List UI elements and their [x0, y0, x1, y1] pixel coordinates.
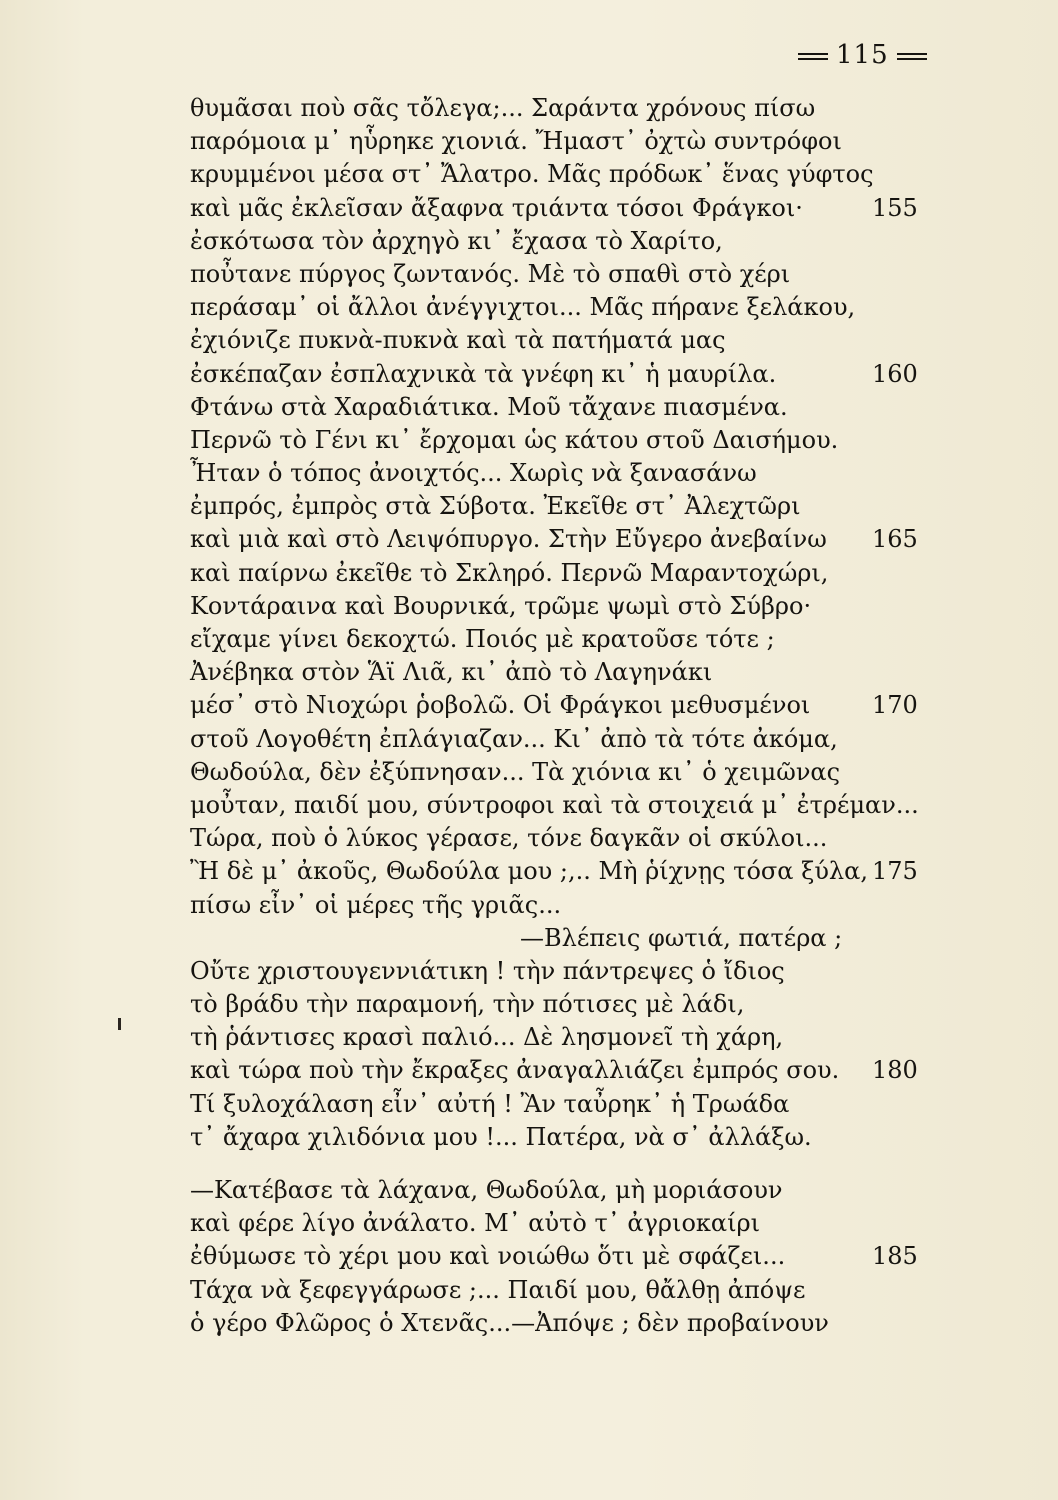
verse-line — [190, 192, 950, 225]
verse-line — [190, 391, 950, 424]
verse-line — [190, 623, 950, 656]
verse-text: Φτάνω στὰ Χαραδιάτικα. Μοῦ τἄχανε πιασμένα. — [190, 392, 788, 421]
line-number: 175 — [872, 857, 918, 886]
verse-line — [190, 988, 950, 1021]
line-number: 180 — [872, 1056, 918, 1085]
verse-line — [190, 557, 950, 590]
verse-text: ἐχιόνιζε πυκνὰ-πυκνὰ καὶ τὰ πατήματά μας — [190, 326, 726, 355]
verse-line — [190, 1240, 950, 1273]
verse-line — [190, 1088, 950, 1121]
left-rule — [798, 53, 828, 60]
verse-text: τὴ ῥάντισες κρασὶ παλιό... Δὲ λησμονεῖ τὴ χάρη, — [190, 1023, 784, 1052]
verse-line — [190, 756, 950, 789]
verse-line — [190, 358, 950, 391]
verse-line — [190, 1274, 950, 1307]
verse-text: Θωδούλα, δὲν ἐξύπνησαν... Τὰ χιόνια κι᾿ ὁ χειμῶνας — [190, 757, 841, 786]
line-number: 155 — [872, 193, 918, 222]
verse-text: Τάχα νὰ ξεφεγγάρωσε ;... Παιδί μου, θἄλθῃ ἀπόψε — [190, 1275, 806, 1304]
verse-text: καὶ παίρνω ἐκεῖθε τὸ Σκληρό. Περνῶ Μαραντοχώρι, — [190, 558, 829, 587]
verse-text: Ἀνέβηκα στὸν Ἅϊ Λιᾶ, κι᾿ ἀπὸ τὸ Λαγηνάκι — [190, 658, 713, 687]
verse-line — [190, 490, 950, 523]
line-number: 170 — [872, 691, 918, 720]
verse-line — [190, 689, 950, 722]
verse-line — [190, 258, 950, 291]
right-rule — [897, 53, 927, 60]
verse-text: τὸ βράδυ τὴν παραμονή, τὴν πότισες μὲ λάδι, — [190, 990, 745, 1019]
verse-line — [190, 1121, 950, 1154]
verse-line — [190, 656, 950, 689]
verse-line — [190, 424, 950, 457]
line-number: 160 — [872, 359, 918, 388]
verse-text: μοὖταν, παιδί μου, σύντροφοι καὶ τὰ στοιχειά μ᾿ ἐτρέμαν... — [190, 790, 919, 819]
line-number: 165 — [872, 525, 918, 554]
verse-line — [190, 1174, 950, 1207]
verse-line — [190, 889, 950, 922]
verse-line — [190, 225, 950, 258]
verse-text: ὁ γέρο Φλῶρος ὁ Χτενᾶς...—Ἀπόψε ; δὲν προβαίνουν — [190, 1308, 829, 1337]
page-number: 115 — [836, 40, 889, 70]
verse-line — [190, 324, 950, 357]
verse-line — [190, 1054, 950, 1087]
verse-line — [190, 855, 950, 888]
verse-text: Ἢ δὲ μ᾿ ἀκοῦς, Θωδούλα μου ;,.. Μὴ ῥίχνῃς τόσα ξύλα, — [190, 857, 868, 886]
verse-line — [190, 291, 950, 324]
verse-line — [190, 822, 950, 855]
verse-line — [190, 1021, 950, 1054]
verse-text: παρόμοια μ᾿ ηὗρηκε χιονιά. Ἤμαστ᾿ ὀχτὼ συντρόφοι — [190, 127, 842, 156]
margin-mark — [118, 1018, 121, 1030]
verse-text: —Βλέπεις φωτιά, πατέρα ; — [520, 923, 843, 952]
verse-text: θυμᾶσαι ποὺ σᾶς τὄλεγα;... Σαράντα χρόνους πίσω — [190, 94, 816, 122]
verse-line — [190, 457, 950, 490]
verse-text: ἐσκότωσα τὸν ἀρχηγὸ κι᾿ ἔχασα τὸ Χαρίτο, — [190, 226, 723, 255]
verse-text: Τί ξυλοχάλαση εἶν᾿ αὐτή ! Ἂν ταὖρηκ᾿ ἡ Τρωάδα — [190, 1089, 790, 1118]
verse-text: Οὔτε χριστουγεννιάτικη ! τὴν πάντρεψες ὁ ἴδιος — [190, 956, 785, 985]
verse-text: Κοντάραινα καὶ Βουρνικά, τρῶμε ψωμὶ στὸ Σύβρο· — [190, 591, 812, 620]
verse-text: μέσ᾿ στὸ Νιοχώρι ῥοβολῶ. Οἱ Φράγκοι μεθυσμένοι — [190, 691, 811, 720]
verse-line — [190, 955, 950, 988]
verse-text: καὶ φέρε λίγο ἀνάλατο. Μ᾿ αὐτὸ τ᾿ ἀγριοκαίρι — [190, 1209, 761, 1238]
verse-text: ποὖτανε πύργος ζωντανός. Μὲ τὸ σπαθὶ στὸ χέρι — [190, 259, 791, 288]
verse-line — [190, 125, 950, 158]
verse-line — [190, 922, 950, 955]
verse-text: εἴχαμε γίνει δεκοχτώ. Ποιός μὲ κρατοῦσε τότε ; — [190, 625, 775, 653]
page-number-header — [790, 40, 950, 70]
verse-line — [190, 523, 950, 556]
verse-text: Περνῶ τὸ Γένι κι᾿ ἔρχομαι ὡς κάτου στοῦ Δαισήμου. — [190, 425, 839, 454]
verse-text: Τώρα, ποὺ ὁ λύκος γέρασε, τόνε δαγκᾶν οἱ σκύλοι... — [190, 824, 828, 853]
verse-text: πίσω εἶν᾿ οἱ μέρες τῆς γριᾶς... — [190, 890, 562, 919]
verse-text: περάσαμ᾿ οἱ ἄλλοι ἀνέγγιχτοι... Μᾶς πήρανε ξελάκου, — [190, 293, 856, 322]
verse-text: Ἦταν ὁ τόπος ἀνοιχτός... Χωρὶς νὰ ξανασάνω — [190, 459, 757, 488]
verse-text: τ᾿ ἄχαρα χιλιδόνια μου !... Πατέρα, νὰ σ᾿ ἀλλάξω. — [190, 1122, 812, 1151]
verse-line — [190, 789, 950, 822]
verse-text: καὶ μιὰ καὶ στὸ Λειψόπυργο. Στὴν Εὔγερο ἀνεβαίνω — [190, 525, 827, 554]
verse-text: ἐμπρός, ἐμπρὸς στὰ Σύβοτα. Ἐκεῖθε στ᾿ Ἀλεχτῶρι — [190, 492, 801, 521]
verse-line — [190, 723, 950, 756]
poem-text — [190, 92, 950, 1340]
verse-line — [190, 1307, 950, 1340]
verse-text: ἐθύμωσε τὸ χέρι μου καὶ νοιώθω ὅτι μὲ σφάζει... — [190, 1242, 786, 1271]
verse-text: καὶ τώρα ποὺ τὴν ἔκραξες ἀναγαλλιάζει ἐμπρός σου. — [190, 1056, 840, 1085]
verse-line — [190, 1207, 950, 1240]
verse-line — [190, 590, 950, 623]
verse-line — [190, 92, 950, 125]
verse-text: καὶ μᾶς ἐκλεῖσαν ἄξαφνα τριάντα τόσοι Φράγκοι· — [190, 193, 803, 222]
stanza-gap — [190, 1154, 950, 1174]
verse-line — [190, 158, 950, 191]
line-number: 185 — [872, 1242, 918, 1271]
verse-text: ἐσκέπαζαν ἐσπλαχνικὰ τὰ γνέφη κι᾿ ἡ μαυρίλα. — [190, 359, 777, 388]
verse-text: στοῦ Λογοθέτη ἐπλάγιαζαν... Κι᾿ ἀπὸ τὰ τότε ἀκόμα, — [190, 724, 838, 753]
verse-text: —Κατέβασε τὰ λάχανα, Θωδούλα, μὴ μοριάσουν — [190, 1176, 783, 1204]
verse-text: κρυμμένοι μέσα στ᾿ Ἄλατρο. Μᾶς πρόδωκ᾿ ἕνας γύφτος — [190, 160, 874, 189]
